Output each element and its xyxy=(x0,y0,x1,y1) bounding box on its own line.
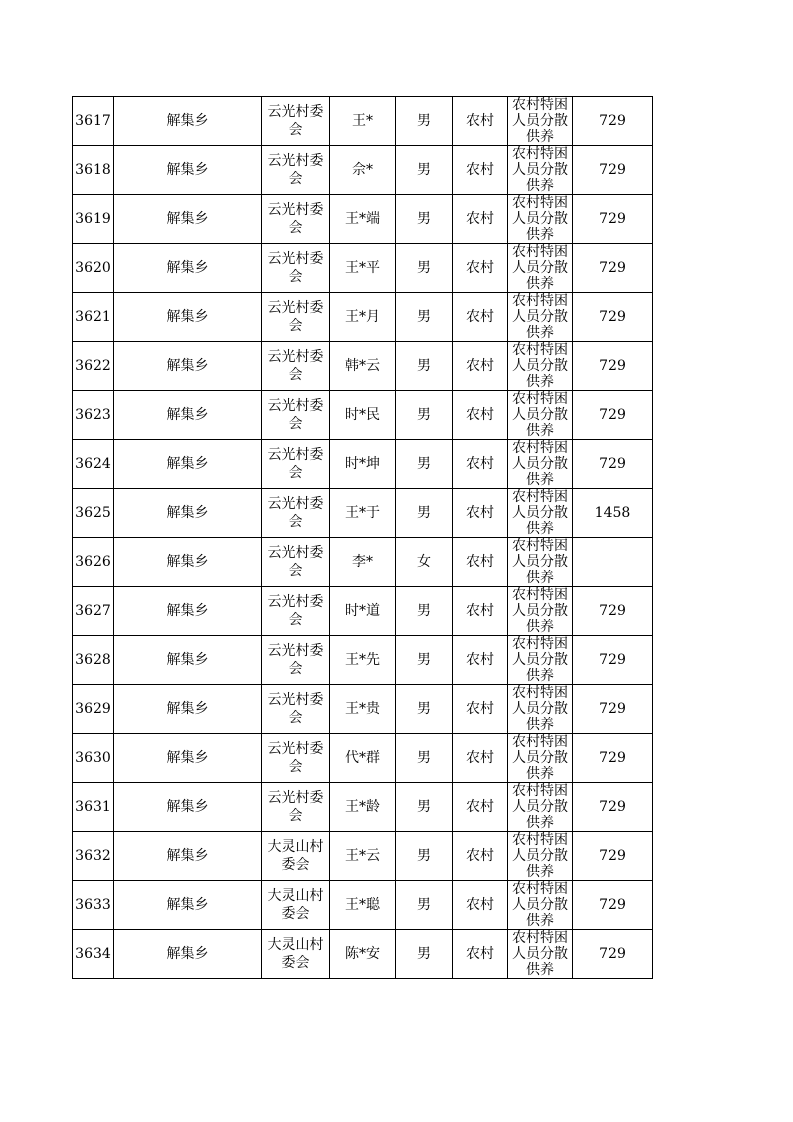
support-category-cell xyxy=(508,97,573,146)
support-category-cell xyxy=(508,685,573,734)
roster-table xyxy=(72,96,653,979)
person-name-cell: 时*道 xyxy=(330,587,396,636)
residence-type-cell: 农村 xyxy=(453,195,508,244)
amount-cell: 729 xyxy=(573,832,653,881)
gender-cell: 男 xyxy=(396,293,453,342)
village-committee-cell xyxy=(262,195,330,244)
township-cell: 解集乡 xyxy=(114,636,262,685)
table-row xyxy=(73,342,653,391)
table-row xyxy=(73,832,653,881)
person-name-cell: 王*先 xyxy=(330,636,396,685)
amount-cell: 729 xyxy=(573,97,653,146)
gender-cell: 男 xyxy=(396,685,453,734)
support-category-text: 农村特困人员分散供养 xyxy=(512,146,568,194)
support-category-cell xyxy=(508,244,573,293)
village-committee-text: 云光村委会 xyxy=(267,300,324,334)
support-category-text: 农村特困人员分散供养 xyxy=(512,342,568,390)
gender-cell: 男 xyxy=(396,930,453,979)
residence-type-cell: 农村 xyxy=(453,783,508,832)
residence-type-cell: 农村 xyxy=(453,930,508,979)
residence-type-cell: 农村 xyxy=(453,832,508,881)
person-name-cell: 时*坤 xyxy=(330,440,396,489)
serial-number-cell: 3621 xyxy=(73,293,114,342)
residence-type-cell: 农村 xyxy=(453,244,508,293)
township-cell: 解集乡 xyxy=(114,685,262,734)
township-cell: 解集乡 xyxy=(114,538,262,587)
support-category-cell xyxy=(508,342,573,391)
support-category-cell xyxy=(508,881,573,930)
amount-cell: 729 xyxy=(573,244,653,293)
village-committee-text: 云光村委会 xyxy=(267,153,324,187)
village-committee-cell xyxy=(262,489,330,538)
village-committee-text: 大灵山村委会 xyxy=(267,937,324,971)
support-category-cell xyxy=(508,195,573,244)
gender-cell: 男 xyxy=(396,391,453,440)
person-name-cell: 陈*安 xyxy=(330,930,396,979)
person-name-cell: 王*贵 xyxy=(330,685,396,734)
amount-cell: 729 xyxy=(573,391,653,440)
gender-cell: 男 xyxy=(396,440,453,489)
gender-cell: 男 xyxy=(396,146,453,195)
support-category-text: 农村特困人员分散供养 xyxy=(512,195,568,243)
person-name-cell: 李* xyxy=(330,538,396,587)
village-committee-text: 云光村委会 xyxy=(267,790,324,824)
village-committee-cell xyxy=(262,734,330,783)
serial-number-cell: 3633 xyxy=(73,881,114,930)
amount-cell: 729 xyxy=(573,293,653,342)
gender-cell: 男 xyxy=(396,587,453,636)
table-row xyxy=(73,930,653,979)
township-cell: 解集乡 xyxy=(114,881,262,930)
support-category-text: 农村特困人员分散供养 xyxy=(512,881,568,929)
amount-cell: 729 xyxy=(573,685,653,734)
township-cell: 解集乡 xyxy=(114,97,262,146)
township-cell: 解集乡 xyxy=(114,342,262,391)
residence-type-cell: 农村 xyxy=(453,538,508,587)
village-committee-text: 云光村委会 xyxy=(267,545,324,579)
village-committee-text: 大灵山村委会 xyxy=(267,888,324,922)
table-row xyxy=(73,146,653,195)
village-committee-text: 云光村委会 xyxy=(267,496,324,530)
support-category-cell xyxy=(508,391,573,440)
gender-cell: 男 xyxy=(396,97,453,146)
serial-number-cell: 3626 xyxy=(73,538,114,587)
serial-number-cell: 3634 xyxy=(73,930,114,979)
support-category-text: 农村特困人员分散供养 xyxy=(512,783,568,831)
table-row xyxy=(73,489,653,538)
township-cell: 解集乡 xyxy=(114,587,262,636)
residence-type-cell: 农村 xyxy=(453,146,508,195)
amount-cell: 729 xyxy=(573,636,653,685)
support-category-cell xyxy=(508,146,573,195)
village-committee-cell xyxy=(262,146,330,195)
support-category-cell xyxy=(508,293,573,342)
village-committee-text: 云光村委会 xyxy=(267,594,324,628)
village-committee-cell xyxy=(262,881,330,930)
village-committee-cell xyxy=(262,685,330,734)
support-category-text: 农村特困人员分散供养 xyxy=(512,391,568,439)
person-name-cell: 王*于 xyxy=(330,489,396,538)
person-name-cell: 王*云 xyxy=(330,832,396,881)
serial-number-cell: 3632 xyxy=(73,832,114,881)
amount-cell: 729 xyxy=(573,342,653,391)
support-category-text: 农村特困人员分散供养 xyxy=(512,930,568,978)
support-category-cell xyxy=(508,440,573,489)
table-row xyxy=(73,97,653,146)
amount-cell xyxy=(573,538,653,587)
support-category-cell xyxy=(508,636,573,685)
serial-number-cell: 3630 xyxy=(73,734,114,783)
amount-cell: 729 xyxy=(573,881,653,930)
table-row xyxy=(73,881,653,930)
serial-number-cell: 3631 xyxy=(73,783,114,832)
village-committee-cell xyxy=(262,538,330,587)
amount-cell: 729 xyxy=(573,783,653,832)
residence-type-cell: 农村 xyxy=(453,97,508,146)
township-cell: 解集乡 xyxy=(114,146,262,195)
support-category-text: 农村特困人员分散供养 xyxy=(512,587,568,635)
village-committee-text: 云光村委会 xyxy=(267,398,324,432)
support-category-text: 农村特困人员分散供养 xyxy=(512,734,568,782)
support-category-text: 农村特困人员分散供养 xyxy=(512,293,568,341)
amount-cell: 1458 xyxy=(573,489,653,538)
serial-number-cell: 3627 xyxy=(73,587,114,636)
village-committee-text: 云光村委会 xyxy=(267,692,324,726)
support-category-text: 农村特困人员分散供养 xyxy=(512,440,568,488)
township-cell: 解集乡 xyxy=(114,734,262,783)
support-category-text: 农村特困人员分散供养 xyxy=(512,489,568,537)
table-row xyxy=(73,244,653,293)
support-category-cell xyxy=(508,832,573,881)
table-row xyxy=(73,685,653,734)
village-committee-text: 云光村委会 xyxy=(267,251,324,285)
table-row xyxy=(73,195,653,244)
support-category-text: 农村特困人员分散供养 xyxy=(512,538,568,586)
amount-cell: 729 xyxy=(573,146,653,195)
serial-number-cell: 3629 xyxy=(73,685,114,734)
table-row xyxy=(73,734,653,783)
person-name-cell: 佘* xyxy=(330,146,396,195)
township-cell: 解集乡 xyxy=(114,391,262,440)
person-name-cell: 时*民 xyxy=(330,391,396,440)
village-committee-text: 云光村委会 xyxy=(267,447,324,481)
village-committee-cell xyxy=(262,783,330,832)
township-cell: 解集乡 xyxy=(114,832,262,881)
residence-type-cell: 农村 xyxy=(453,685,508,734)
support-category-cell xyxy=(508,930,573,979)
township-cell: 解集乡 xyxy=(114,783,262,832)
serial-number-cell: 3620 xyxy=(73,244,114,293)
table-row xyxy=(73,538,653,587)
gender-cell: 女 xyxy=(396,538,453,587)
gender-cell: 男 xyxy=(396,489,453,538)
person-name-cell: 王*聪 xyxy=(330,881,396,930)
residence-type-cell: 农村 xyxy=(453,293,508,342)
village-committee-cell xyxy=(262,832,330,881)
village-committee-text: 云光村委会 xyxy=(267,202,324,236)
village-committee-text: 大灵山村委会 xyxy=(267,839,324,873)
amount-cell: 729 xyxy=(573,195,653,244)
residence-type-cell: 农村 xyxy=(453,881,508,930)
village-committee-text: 云光村委会 xyxy=(267,741,324,775)
village-committee-text: 云光村委会 xyxy=(267,643,324,677)
residence-type-cell: 农村 xyxy=(453,587,508,636)
table-row xyxy=(73,293,653,342)
support-category-cell xyxy=(508,538,573,587)
village-committee-cell xyxy=(262,97,330,146)
support-category-text: 农村特困人员分散供养 xyxy=(512,685,568,733)
township-cell: 解集乡 xyxy=(114,930,262,979)
support-category-text: 农村特困人员分散供养 xyxy=(512,244,568,292)
township-cell: 解集乡 xyxy=(114,489,262,538)
person-name-cell: 王* xyxy=(330,97,396,146)
support-category-cell xyxy=(508,587,573,636)
serial-number-cell: 3617 xyxy=(73,97,114,146)
village-committee-text: 云光村委会 xyxy=(267,104,324,138)
village-committee-cell xyxy=(262,391,330,440)
amount-cell: 729 xyxy=(573,734,653,783)
township-cell: 解集乡 xyxy=(114,195,262,244)
residence-type-cell: 农村 xyxy=(453,342,508,391)
gender-cell: 男 xyxy=(396,342,453,391)
support-category-text: 农村特困人员分散供养 xyxy=(512,832,568,880)
serial-number-cell: 3622 xyxy=(73,342,114,391)
support-category-cell xyxy=(508,783,573,832)
gender-cell: 男 xyxy=(396,832,453,881)
gender-cell: 男 xyxy=(396,783,453,832)
gender-cell: 男 xyxy=(396,195,453,244)
township-cell: 解集乡 xyxy=(114,293,262,342)
person-name-cell: 王*龄 xyxy=(330,783,396,832)
roster-body xyxy=(73,97,653,979)
village-committee-cell xyxy=(262,440,330,489)
person-name-cell: 王*平 xyxy=(330,244,396,293)
table-row xyxy=(73,440,653,489)
support-category-text: 农村特困人员分散供养 xyxy=(512,97,568,145)
serial-number-cell: 3625 xyxy=(73,489,114,538)
person-name-cell: 代*群 xyxy=(330,734,396,783)
village-committee-cell xyxy=(262,587,330,636)
amount-cell: 729 xyxy=(573,587,653,636)
person-name-cell: 王*端 xyxy=(330,195,396,244)
table-row xyxy=(73,391,653,440)
person-name-cell: 韩*云 xyxy=(330,342,396,391)
township-cell: 解集乡 xyxy=(114,440,262,489)
village-committee-cell xyxy=(262,636,330,685)
residence-type-cell: 农村 xyxy=(453,440,508,489)
residence-type-cell: 农村 xyxy=(453,636,508,685)
gender-cell: 男 xyxy=(396,244,453,293)
support-category-text: 农村特困人员分散供养 xyxy=(512,636,568,684)
residence-type-cell: 农村 xyxy=(453,734,508,783)
village-committee-cell xyxy=(262,293,330,342)
person-name-cell: 王*月 xyxy=(330,293,396,342)
village-committee-cell xyxy=(262,244,330,293)
serial-number-cell: 3623 xyxy=(73,391,114,440)
residence-type-cell: 农村 xyxy=(453,391,508,440)
amount-cell: 729 xyxy=(573,930,653,979)
table-row xyxy=(73,636,653,685)
gender-cell: 男 xyxy=(396,881,453,930)
table-row xyxy=(73,587,653,636)
support-category-cell xyxy=(508,489,573,538)
township-cell: 解集乡 xyxy=(114,244,262,293)
serial-number-cell: 3618 xyxy=(73,146,114,195)
residence-type-cell: 农村 xyxy=(453,489,508,538)
support-category-cell xyxy=(508,734,573,783)
gender-cell: 男 xyxy=(396,636,453,685)
village-committee-text: 云光村委会 xyxy=(267,349,324,383)
amount-cell: 729 xyxy=(573,440,653,489)
village-committee-cell xyxy=(262,342,330,391)
table-row xyxy=(73,783,653,832)
serial-number-cell: 3619 xyxy=(73,195,114,244)
serial-number-cell: 3624 xyxy=(73,440,114,489)
gender-cell: 男 xyxy=(396,734,453,783)
village-committee-cell xyxy=(262,930,330,979)
serial-number-cell: 3628 xyxy=(73,636,114,685)
